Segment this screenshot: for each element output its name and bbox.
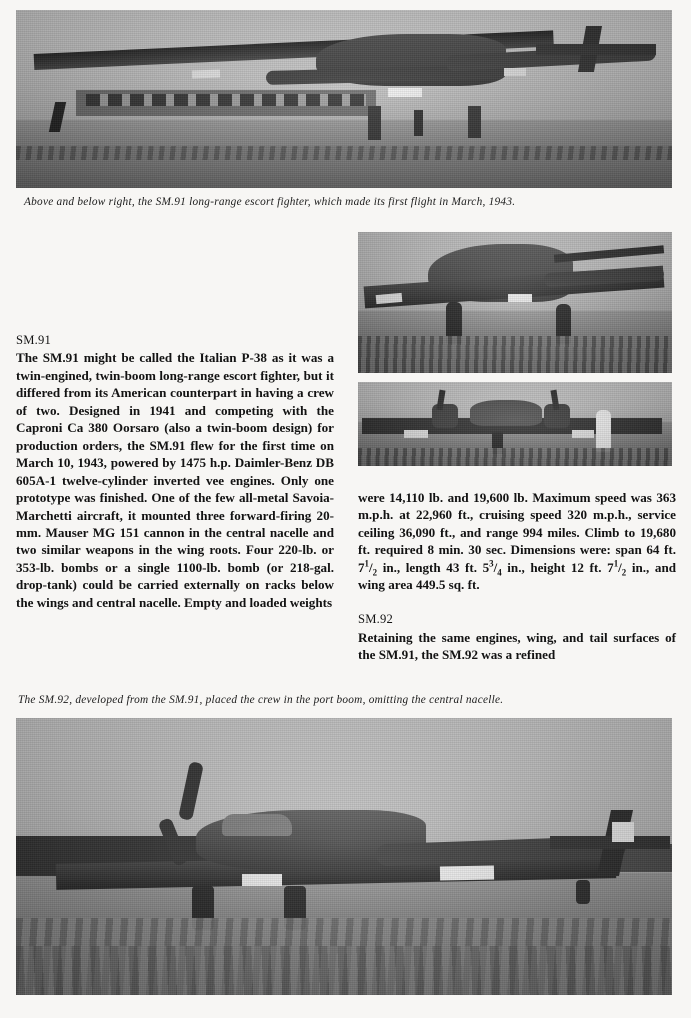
bottom-caption: The SM.92, developed from the SM.91, placed the crew in the port boom, omitting the central nacelle. <box>18 694 504 706</box>
paragraph-spacer <box>358 594 676 611</box>
right-photo-upper <box>358 232 672 373</box>
photo-vignette <box>16 10 672 188</box>
section-body-sm91-continued: were 14,110 lb. and 19,600 lb. Maximum speed was 363 m.p.h. at 22,960 ft., cruising speed 320 m.p.h., service ceiling 36,090 ft., and range 994 miles. Climb to 19,680 ft. required 8 min. 30 sec. Dimensions were: span 64 ft. $7^1/_2$ in., length 43 ft. $5^3/_4$ in., height 12 ft. $7^1/_2$ in., and wing area 449.5 sq. ft. <box>358 490 677 593</box>
section-heading-sm91: SM.91 <box>16 333 51 347</box>
top-caption: Above and below right, the SM.91 long-range escort fighter, which made its first flight in March, 1943. <box>24 196 516 208</box>
article-column-right <box>358 489 676 664</box>
photo-vignette <box>358 382 672 466</box>
photo-vignette <box>358 232 672 373</box>
bottom-photo <box>16 718 672 995</box>
section-heading-sm92: SM.92 <box>358 612 393 627</box>
section-body-sm91: The SM.91 might be called the Italian P-38 as it was a twin-engined, twin-boom long-range escort fighter, but it differed from its American counterpart in having a crew of two. Designed in 1941 and competing with the Caproni Ca 380 Oorsaro (also a twin-boom design) for production orders, the SM.91 flew for the first time on March 10, 1943, powered by 1475 h.p. Daimler-Benz DB 605A-1 twelve-cylinder inverted vee engines. Only one prototype was finished. One of the few all-metal Savoia-Marchetti aircraft, it mounted three forward-firing 20-mm. Mauser MG 151 cannon in the central nacelle and two similar weapons in the wing roots. Four 220-lb. or 353-lb. bombs or a single 1100-lb. bomb (or 218-gal. drop-tank) could be carried externally on racks below the wings and central nacelle. Empty and loaded weights <box>16 350 334 610</box>
section-body-sm92: Retaining the same engines, wing, and tail surfaces of the SM.91, the SM.92 was a refined <box>358 629 676 663</box>
top-photo <box>16 10 672 188</box>
right-photo-lower <box>358 382 672 466</box>
article-column-left <box>16 332 334 611</box>
photo-vignette <box>16 718 672 995</box>
